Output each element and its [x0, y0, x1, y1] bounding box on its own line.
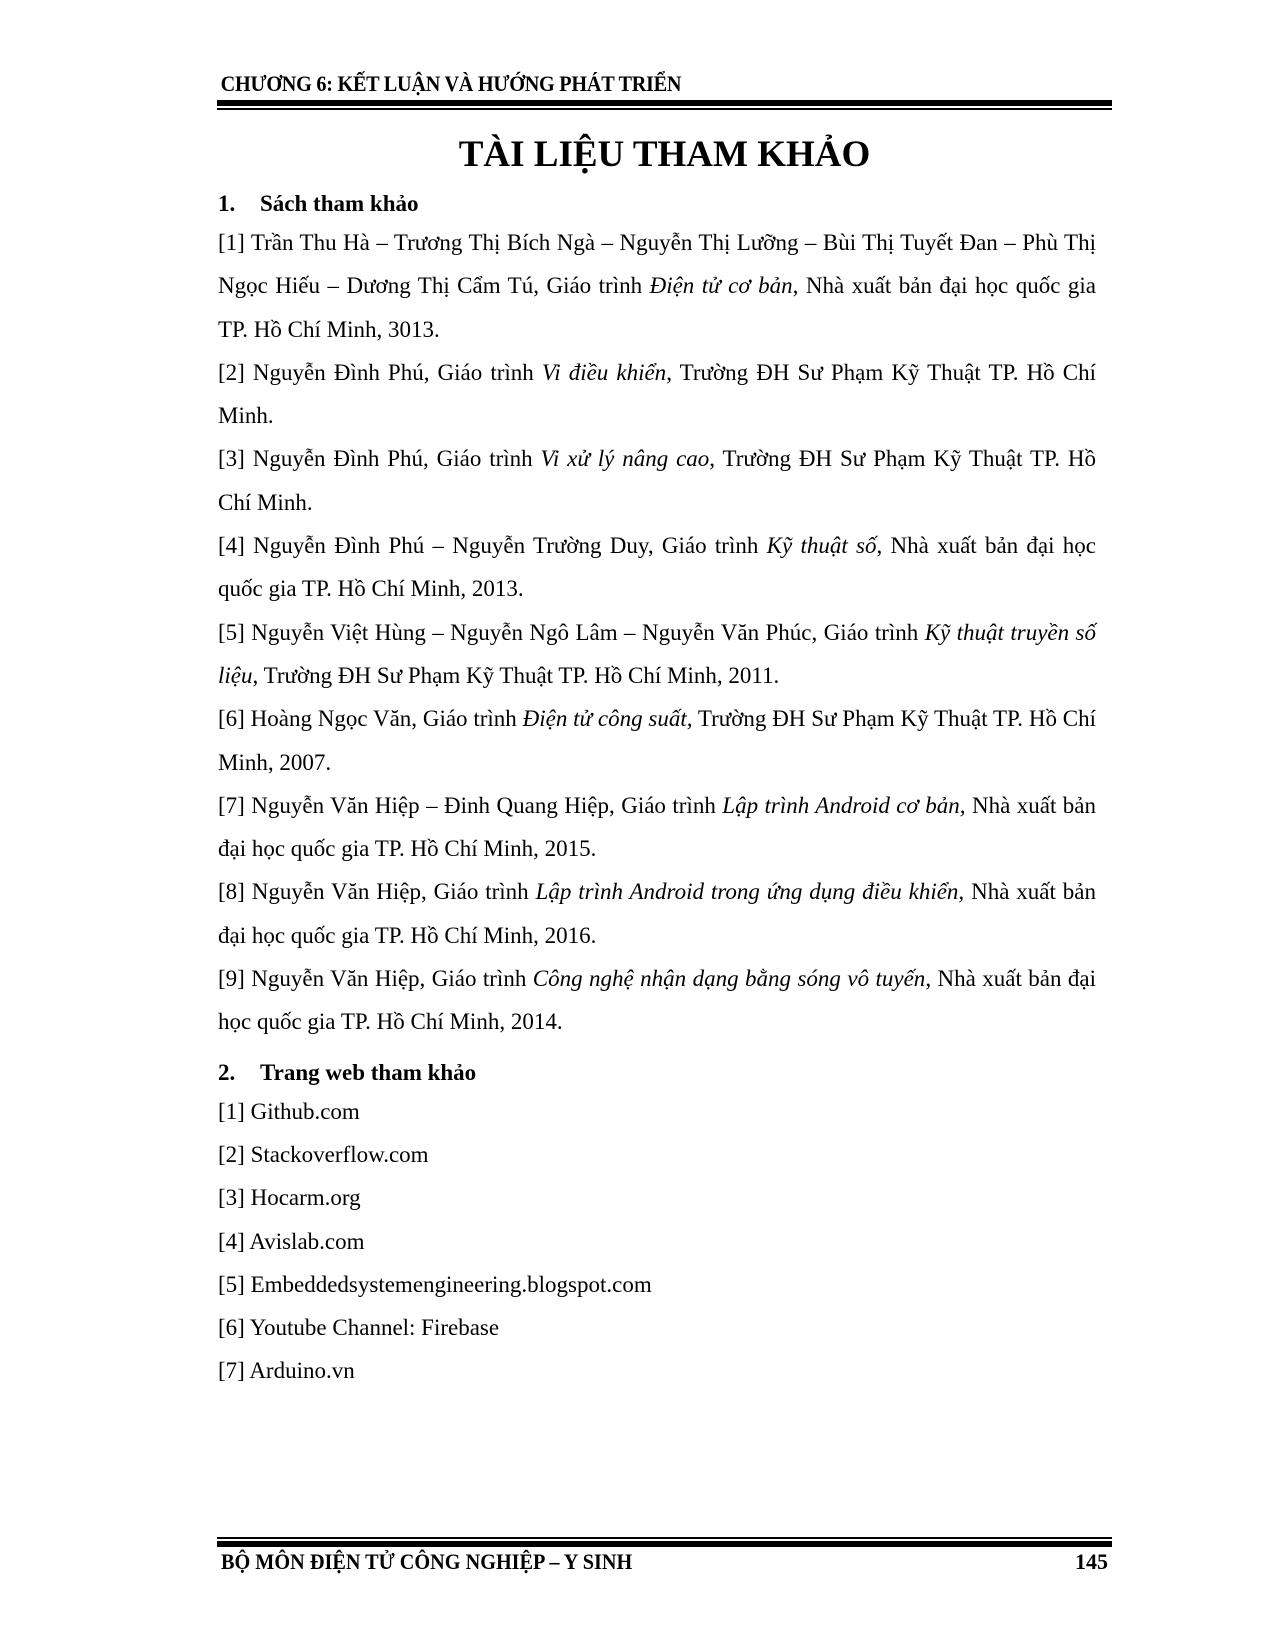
ref-authors: Nguyễn Văn Hiệp, Giáo trình: [251, 879, 536, 905]
ref-authors: Nguyễn Việt Hùng – Nguyễn Ngô Lâm – Nguyễn Văn Phúc, Giáo trình: [251, 619, 925, 645]
ref-id: [8]: [218, 879, 245, 905]
ref-authors: Nguyễn Đình Phú, Giáo trình: [252, 359, 542, 385]
ref-publisher: Nhà xuất bản đại học quốc gia TP. Hồ Chí Minh, 2015.: [218, 792, 1096, 862]
website-reference: [218, 1176, 1096, 1219]
chapter-title: CHƯƠNG 6: KẾT LUẬN VÀ HƯỚNG PHÁT TRIỂN: [220, 71, 682, 96]
website-name: Github.com: [250, 1098, 360, 1124]
section-number: 2.: [218, 1059, 236, 1085]
website-reference: [218, 1133, 1096, 1176]
ref-id: [5]: [218, 1271, 245, 1297]
ref-book-title: Lập trình Android trong ứng dụng điều khiển,: [535, 879, 965, 905]
ref-book-title: Vi xử lý nâng cao: [540, 446, 710, 472]
ref-authors: Nguyễn Văn Hiệp – Đinh Quang Hiệp, Giáo trình: [251, 792, 723, 818]
ref-book-title: Vi điều khiển: [541, 359, 667, 385]
ref-authors: Hoàng Ngọc Văn, Giáo trình: [250, 706, 523, 732]
ref-id: [1]: [218, 1098, 245, 1124]
ref-publisher: , Trường ĐH Sư Phạm Kỹ Thuật TP. Hồ Chí Minh, 2011.: [252, 662, 780, 688]
ref-book-title: Công nghệ nhận dạng bằng sóng vô tuyến: [532, 966, 926, 992]
ref-authors: Nguyễn Văn Hiệp, Giáo trình: [251, 966, 533, 992]
website-name: Embeddedsystemengineering.blogspot.com: [250, 1271, 652, 1297]
ref-id: [7]: [218, 1358, 245, 1384]
ref-publisher: , Nhà xuất bản đại học quốc gia TP. Hồ Chí Minh, 3013.: [218, 273, 1096, 342]
ref-book-title: Kỹ thuật số: [766, 533, 877, 559]
ref-book-title: Điện tử công suất,: [522, 706, 693, 732]
ref-id: [5]: [218, 619, 245, 645]
page-footer: [217, 1537, 1112, 1577]
ref-authors: Trần Thu Hà – Trương Thị Bích Ngà – Nguyễn Thị Lưỡng – Bùi Thị Tuyết Đan – Phù Thị Ngọc Hiếu – Dương Thị Cẩm Tú, Giáo trình: [218, 230, 1096, 299]
ref-id: [3]: [218, 1185, 245, 1211]
section-title: Trang web tham khảo: [260, 1059, 477, 1085]
website-name: Hocarm.org: [250, 1185, 361, 1211]
page-number: 145: [1075, 1549, 1108, 1574]
ref-id: [3]: [218, 446, 245, 472]
website-name: Avislab.com: [249, 1228, 365, 1254]
section-number: 1.: [218, 191, 236, 216]
ref-authors: Nguyễn Đình Phú, Giáo trình: [252, 446, 541, 472]
section-title: Sách tham khảo: [260, 191, 419, 216]
book-reference: [218, 697, 1096, 784]
ref-book-title: Kỹ thuật truyền số liệu: [218, 619, 1096, 688]
website-name: Arduino.vn: [249, 1358, 355, 1384]
book-reference: [218, 611, 1096, 698]
book-reference: [218, 524, 1096, 611]
header-rule-thick: [217, 100, 1112, 106]
ref-id: [4]: [218, 533, 245, 559]
ref-id: [7]: [218, 792, 245, 818]
ref-book-title: Lập trình Android cơ bản,: [722, 792, 966, 818]
ref-book-title: Điện tử cơ bản: [649, 273, 793, 299]
ref-id: [6]: [218, 706, 245, 732]
website-reference: [218, 1090, 1096, 1133]
footer-row: [217, 1547, 1112, 1577]
website-reference: [218, 1306, 1096, 1349]
footer-rule-thin: [217, 1537, 1112, 1539]
ref-publisher: , Trường ĐH Sư Phạm Kỹ Thuật TP. Hồ Chí Minh.: [218, 359, 1097, 429]
ref-id: [2]: [218, 1141, 245, 1167]
ref-publisher: , Nhà xuất bản đại học quốc gia TP. Hồ Chí Minh, 2013.: [218, 533, 1097, 602]
department-name: BỘ MÔN ĐIỆN TỬ CÔNG NGHIỆP – Y SINH: [221, 1549, 633, 1574]
book-reference: [218, 870, 1096, 957]
website-name: Stackoverflow.com: [250, 1141, 429, 1167]
ref-publisher: , Nhà xuất bản đại học quốc gia TP. Hồ Chí Minh, 2014.: [218, 966, 1097, 1035]
ref-id: [9]: [218, 966, 245, 992]
section-heading-websites: [218, 1056, 1096, 1090]
ref-publisher: Trường ĐH Sư Phạm Kỹ Thuật TP. Hồ Chí Minh, 2007.: [218, 706, 1096, 775]
page-title: TÀI LIỆU THAM KHẢO: [458, 134, 871, 175]
section-heading-books: [218, 187, 1096, 221]
page-header: [217, 70, 1112, 110]
header-rule-thin: [217, 108, 1112, 110]
references-content: [218, 187, 1096, 1393]
website-reference: [218, 1349, 1096, 1392]
book-reference: [218, 957, 1096, 1044]
ref-id: [2]: [218, 359, 245, 385]
ref-id: [6]: [218, 1315, 245, 1341]
ref-publisher: Nhà xuất bản đại học quốc gia TP. Hồ Chí Minh, 2016.: [218, 879, 1097, 948]
book-reference: [218, 351, 1096, 438]
ref-id: [1]: [218, 230, 245, 255]
website-reference: [218, 1263, 1096, 1306]
ref-authors: Nguyễn Đình Phú – Nguyễn Trường Duy, Giáo trình: [253, 533, 767, 559]
ref-id: [4]: [218, 1228, 245, 1254]
ref-publisher: , Trường ĐH Sư Phạm Kỹ Thuật TP. Hồ Chí Minh.: [218, 446, 1096, 515]
website-reference: [218, 1220, 1096, 1263]
book-reference: [218, 437, 1096, 524]
book-reference: [218, 221, 1096, 351]
book-reference: [218, 784, 1096, 871]
website-name: Youtube Channel: Firebase: [249, 1315, 500, 1341]
